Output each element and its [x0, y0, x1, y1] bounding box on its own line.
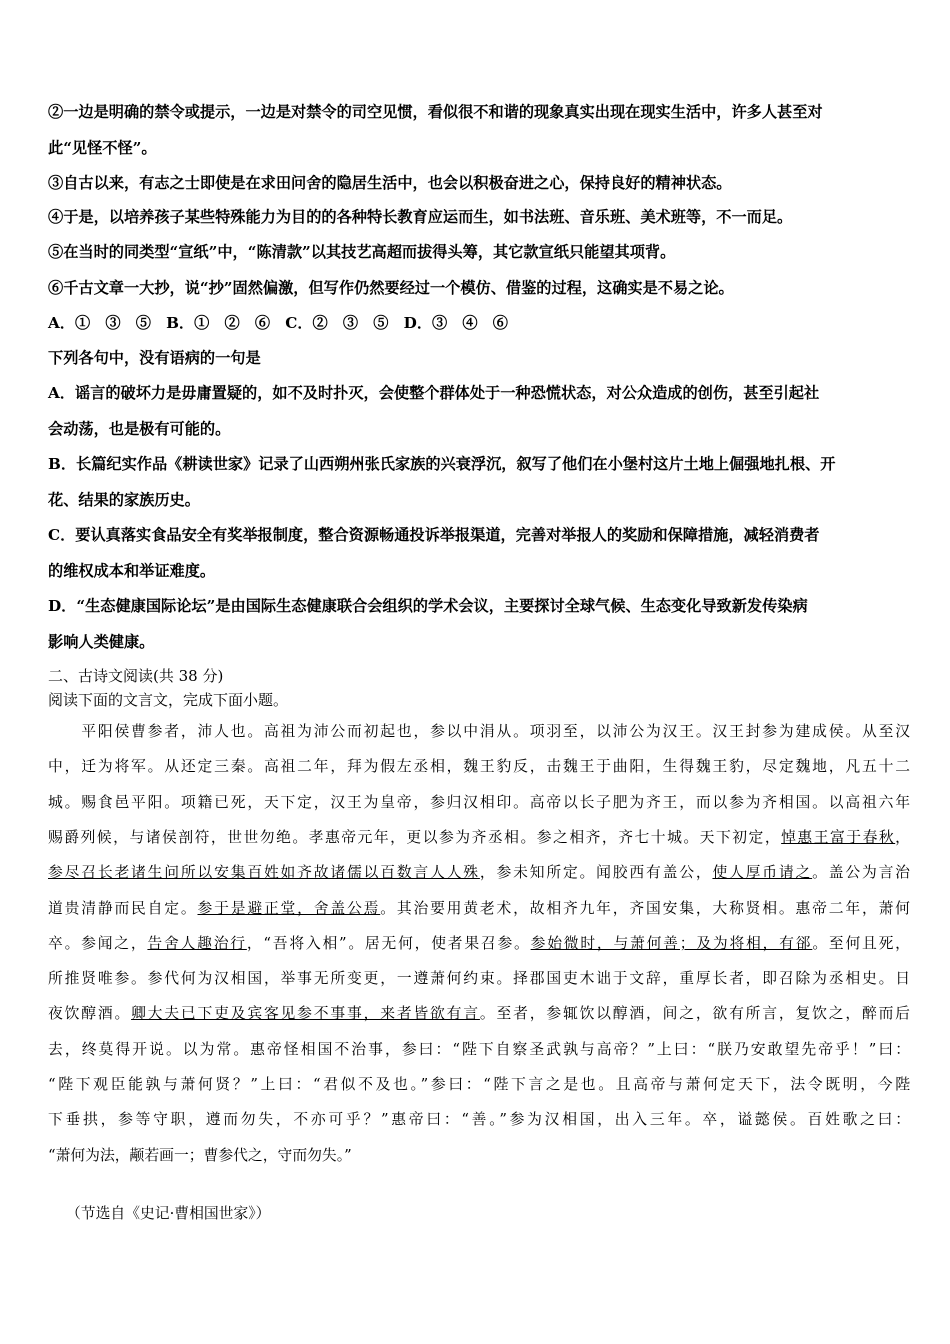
passage-text: “萧何为法，颟若画一；曹参代之，守而勿失。”	[48, 1146, 352, 1164]
passage-text: 。盖公为言治	[812, 864, 910, 882]
passage-text: ，“吾将入相”。居无何，使者果召参。	[246, 934, 531, 952]
section-instruction: 阅读下面的文言文，完成下面小题。	[48, 691, 289, 709]
option-d-line-1: D．“生态健康国际论坛”是由国际生态健康联合会组织的学术会议，主要探讨全球气候、生态变化导致新发传染病	[48, 597, 808, 615]
passage-line	[48, 1075, 910, 1095]
statement-4: ④于是，以培养孩子某些特殊能力为目的的各种特长教育应运而生，如书法班、音乐班、美术班等，不一而足。	[48, 208, 793, 226]
option-b-line-1: B．长篇纪实作品《耕读世家》记录了山西朔州张氏家族的兴衰浮沉，叙写了他们在小堡村这片土地上倔强地扎根、开	[48, 455, 836, 473]
option-a-line-1: A．谣言的破坏力是毋庸置疑的，如不及时扑灭，会使整个群体处于一种恐慌状态，对公众造成的创伤，甚至引起社	[48, 384, 820, 402]
option-d-line-2: 影响人类健康。	[48, 633, 155, 651]
underlined-phrase: 告舍人趣治行	[147, 934, 247, 952]
statement-3: ③自古以来，有志之士即使是在求田问舍的隐居生活中，也会以积极奋进之心，保持良好的精神状态。	[48, 174, 732, 192]
passage-text: 卒。参闻之，	[48, 934, 148, 952]
underlined-phrase: 参尽召长老诸生问所以安集百姓如齐故诸儒以百数言人人殊	[48, 864, 480, 882]
underlined-phrase: 卿大夫已下吏及宾客见参不事事，来者皆欲有言	[131, 1005, 480, 1023]
passage-text: 夜饮醇酒。	[48, 1005, 132, 1023]
passage-line	[48, 722, 910, 742]
passage-text: “陛下观臣能孰与萧何贤？”上曰：“君似不及也。”参曰：“陛下言之是也。且高帝与萧何定天下，法令既明，今陛	[48, 1076, 910, 1093]
passage-text: 。至者，参辄饮以醇酒，间之，欲有所言，复饮之，醉而后	[479, 1005, 910, 1023]
passage-line	[48, 969, 910, 989]
passage-line	[48, 1040, 910, 1060]
passage-source: （节选自《史记·曹相国世家》）	[66, 1205, 271, 1222]
statement-5: ⑤在当时的同类型“宣纸”中，“陈清款”以其技艺高超而拔得头筹，其它款宣纸只能望其项背。	[48, 243, 676, 261]
answer-options: A．① ③ ⑤ B．① ② ⑥ C．② ③ ⑤ D．③ ④ ⑥	[48, 314, 508, 332]
passage-text: 平阳侯曹参者，沛人也。高祖为沛公而初起也，参以中涓从。项羽至，以沛公为汉王。汉王封参为建成侯。从至汉	[48, 723, 910, 740]
statement-2-line-1: ②一边是明确的禁令或提示，一边是对禁令的司空见惯，看似很不和谐的现象真实出现在现实生活中，许多人甚至对	[48, 103, 823, 121]
passage-line	[48, 899, 910, 919]
underlined-phrase: 使人厚币请之	[712, 864, 813, 882]
option-c-line-1: C．要认真落实食品安全有奖举报制度，整合资源畅通投诉举报渠道，完善对举报人的奖励和保障措施，减轻消费者	[48, 526, 820, 544]
section-heading: 二、古诗文阅读(共 38 分)	[48, 667, 224, 685]
passage-line	[48, 934, 910, 954]
passage-text: 。其治要用黄老术，故相齐九年，齐国安集，大称贤相。惠帝二年，萧何	[380, 899, 910, 917]
passage-text: 去，终莫得开说。以为常。惠帝怪相国不治事，参曰：“陛下自察圣武孰与高帝？”上曰：“朕乃安敢望先帝乎！”曰：	[48, 1040, 910, 1058]
passage-text: 所推贤唯参。参代何为汉相国，举事无所变更，一遵萧何约束。择郡国吏木诎于文辞，重厚长者，即召除为丞相史。日	[48, 970, 910, 988]
option-c-line-2: 的维权成本和举证难度。	[48, 562, 216, 580]
passage-line	[48, 863, 910, 883]
question-stem: 下列各句中，没有语病的一句是	[48, 349, 261, 367]
passage-text: 道贵清静而民自定。	[48, 899, 198, 917]
underlined-phrase: 参始微时，与萧何善；及为将相，有郤	[530, 934, 813, 952]
passage-text: ，	[895, 828, 910, 846]
passage-line	[48, 1146, 910, 1166]
passage-line	[48, 757, 910, 777]
underlined-phrase: 参于是避正堂，舍盖公焉	[197, 899, 381, 917]
passage-text: 。至何且死，	[812, 934, 910, 952]
statement-2-line-2: 此“见怪不怪”。	[48, 139, 157, 157]
statement-6: ⑥千古文章一大抄，说“抄”固然偏激，但写作仍然要经过一个模仿、借鉴的过程，这确实是不易之论。	[48, 279, 734, 297]
option-b-line-2: 花、结果的家族历史。	[48, 491, 200, 509]
passage-line	[48, 793, 910, 813]
passage-line	[48, 1004, 910, 1024]
passage-text: 中，迁为将军。从还定三秦。高祖二年，拜为假左丞相，魏王豹反，击魏王于曲阳，生得魏王豹，尽定魏地，凡五十二	[48, 758, 910, 776]
passage-text: 城。赐食邑平阳。项籍已死，天下定，汉王为皇帝，参归汉相印。高帝以长子肥为齐王，而以参为齐相国。以高祖六年	[48, 793, 910, 811]
passage-text: 下垂拱，参等守职，遵而勿失，不亦可乎？”惠帝曰：“善。”参为汉相国，出入三年。卒，谥懿侯。百姓歌之曰：	[48, 1111, 910, 1129]
passage-line	[48, 1110, 910, 1130]
passage-text: ，参未知所定。闻胶西有盖公，	[479, 864, 713, 882]
passage-text: 赐爵列候，与诸侯剖符，世世勿绝。孝惠帝元年，更以参为齐丞相。参之相齐，齐七十城。天下初定，	[48, 828, 782, 846]
passage-line	[48, 828, 910, 848]
underlined-phrase: 悼惠王富于春秋	[781, 828, 896, 846]
option-a-line-2: 会动荡，也是极有可能的。	[48, 420, 231, 438]
